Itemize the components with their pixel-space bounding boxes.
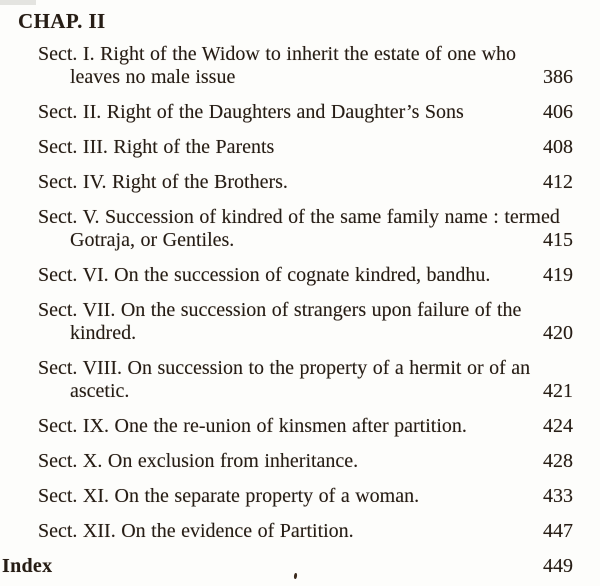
entry-page-number: 433 <box>543 485 573 507</box>
entry-page-number: 412 <box>543 171 573 193</box>
entry-text <box>38 43 527 89</box>
entry-text <box>38 520 527 543</box>
toc-entry <box>38 206 573 252</box>
entry-line: Sect. V. Succession of kindred of the same family name : termed <box>38 206 560 228</box>
entry-page-number: 408 <box>543 136 573 158</box>
index-row <box>2 555 573 578</box>
entry-page-number: 447 <box>543 520 573 542</box>
toc-entry <box>38 171 573 194</box>
entry-line: Sect. IX. One the re-union of kinsmen after partition. <box>38 415 467 437</box>
entry-page-number: 428 <box>543 450 573 472</box>
entry-line: Sect. XI. On the separate property of a woman. <box>38 485 420 507</box>
toc-entry <box>38 136 573 159</box>
entry-text <box>38 485 527 508</box>
entry-line: Sect. X. On exclusion from inheritance. <box>38 450 359 472</box>
entry-page-number: 406 <box>543 101 573 123</box>
entry-line: Sect. VI. On the succession of cognate kindred, bandhu. <box>38 264 491 286</box>
entry-text <box>38 171 527 194</box>
entry-line-continuation: leaves no male issue <box>70 66 236 88</box>
entry-line: Sect. III. Right of the Parents <box>38 136 275 158</box>
chapter-heading: CHAP. II <box>18 9 106 33</box>
entry-text <box>38 357 531 403</box>
toc-entry <box>38 485 573 508</box>
entry-line-continuation: Gotraja, or Gentiles. <box>70 229 235 251</box>
entry-page-number: 420 <box>543 322 573 344</box>
toc-entry <box>38 415 573 438</box>
entry-page-number: 419 <box>543 264 573 286</box>
ink-speck <box>294 573 298 579</box>
toc-entry <box>38 450 573 473</box>
scan-edge-artifact <box>0 0 36 5</box>
toc-entry-list <box>38 43 573 543</box>
entry-text <box>38 299 527 345</box>
entry-line: Sect. VIII. On succession to the property of a hermit or of an <box>38 357 531 379</box>
toc-entry <box>38 43 573 89</box>
toc-entry <box>38 299 573 345</box>
entry-line: Sect. IV. Right of the Brothers. <box>38 171 288 193</box>
toc-entry <box>38 101 573 124</box>
entry-text <box>38 136 527 159</box>
entry-text <box>38 415 527 438</box>
entry-line: Sect. VII. On the succession of strangers upon failure of the <box>38 299 522 321</box>
entry-page-number: 424 <box>543 415 573 437</box>
entry-line: Sect. I. Right of the Widow to inherit the estate of one who <box>38 43 517 65</box>
entry-text <box>38 101 527 124</box>
toc-entry <box>38 520 573 543</box>
toc-entry <box>38 357 573 403</box>
entry-page-number: 421 <box>543 380 573 402</box>
index-page-number: 449 <box>543 555 573 577</box>
entry-text <box>38 264 527 287</box>
entry-page-number: 415 <box>543 229 573 251</box>
entry-line-continuation: kindred. <box>70 322 137 344</box>
index-label: Index <box>2 555 53 577</box>
entry-text <box>38 450 527 473</box>
entry-line: Sect. XII. On the evidence of Partition. <box>38 520 354 542</box>
entry-line: Sect. II. Right of the Daughters and Daughter’s Sons <box>38 101 464 123</box>
entry-line-continuation: ascetic. <box>70 380 130 402</box>
entry-page-number: 386 <box>543 66 573 88</box>
toc-entry <box>38 264 573 287</box>
